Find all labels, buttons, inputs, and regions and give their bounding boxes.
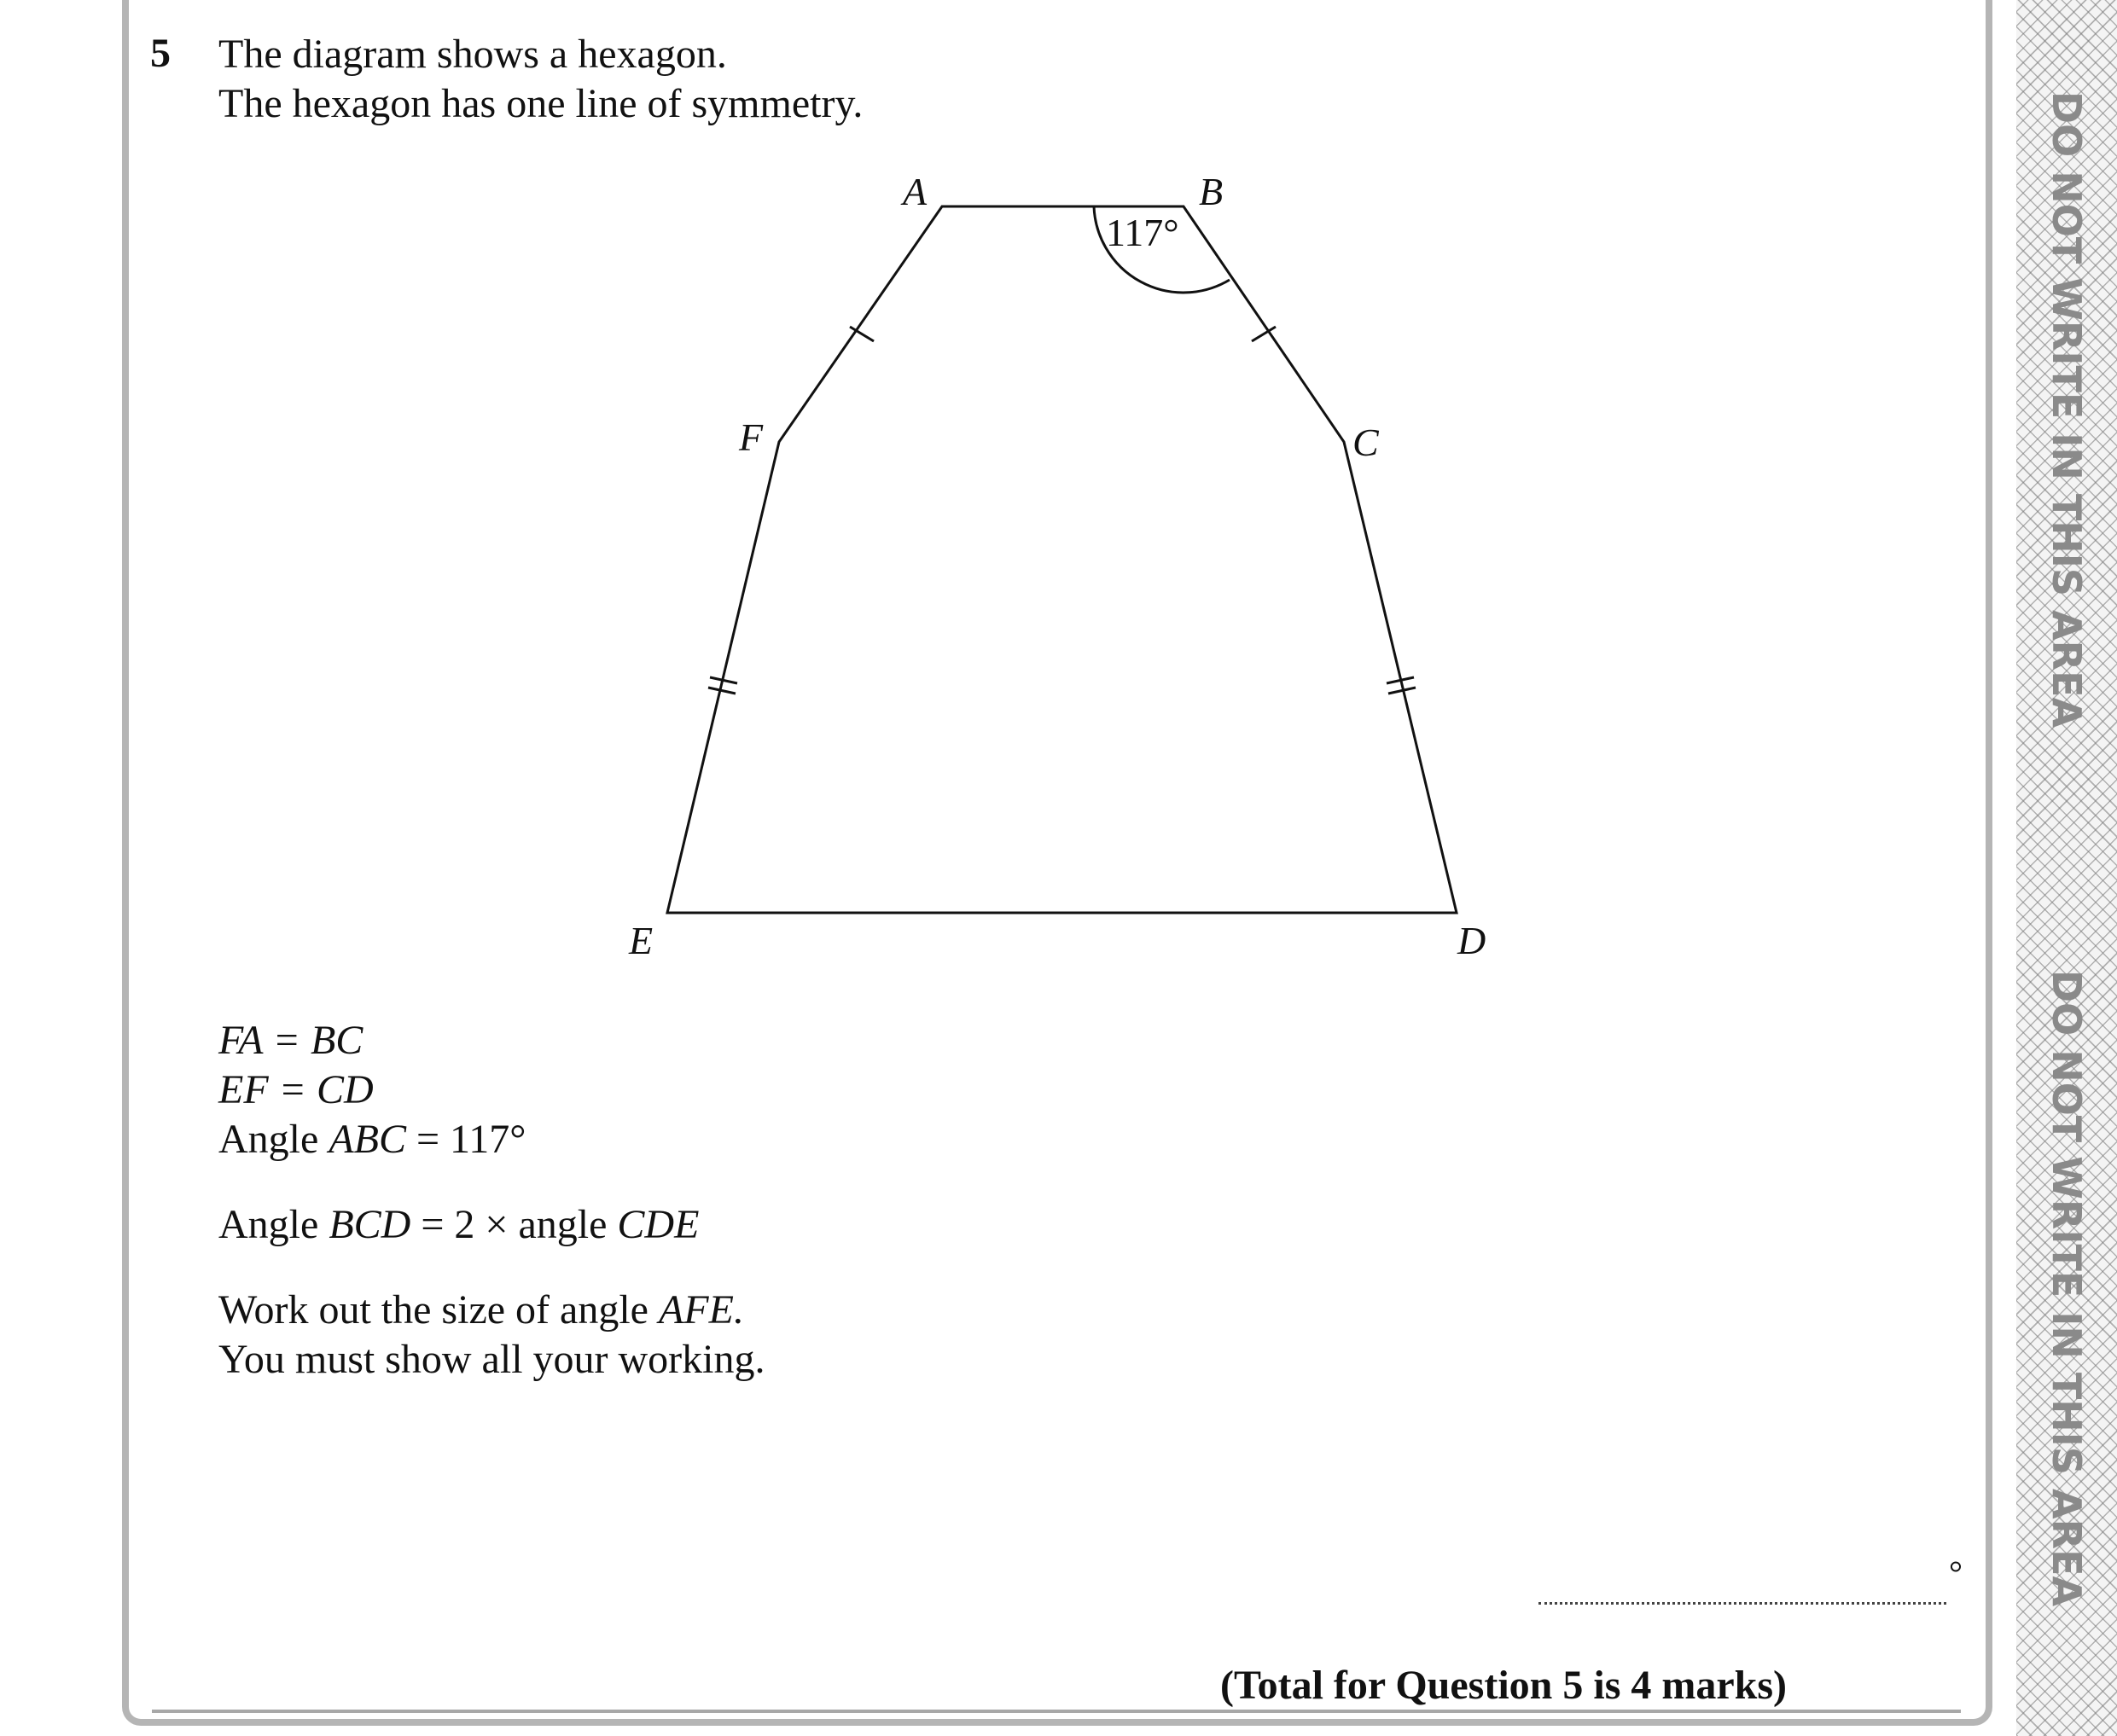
angle-label-117: 117° [1106,211,1179,254]
total-marks: (Total for Question 5 is 4 marks) [1220,1663,1788,1708]
intro-line-1: The diagram shows a hexagon. [218,32,727,77]
intro-line-2: The hexagon has one line of symmetry. [218,81,864,126]
vertex-label-a: A [903,170,928,213]
hexagon-shape [667,206,1457,913]
vertex-label-f: F [739,415,764,459]
answer-degree-unit: ° [1949,1553,1963,1592]
answer-line[interactable] [1538,1602,1946,1605]
given-ef-cd: EF = CD [218,1067,374,1112]
margin-warning-top: DO NOT WRITE IN THIS AREA [2044,90,2090,729]
vertex-label-e: E [629,919,654,962]
task-line-1: Work out the size of angle AFE. [218,1287,744,1332]
vertex-label-c: C [1352,421,1379,464]
margin-warning-bottom: DO NOT WRITE IN THIS AREA [2044,969,2090,1607]
tick-ef-2 [708,688,736,694]
given-angle-bcd: Angle BCD = 2 × angle CDE [218,1202,700,1247]
tick-bc [1252,327,1276,341]
question-number: 5 [150,31,171,76]
given-angle-abc: Angle ABC = 117° [218,1117,526,1162]
task-line-2: You must show all your working. [218,1337,765,1382]
vertex-label-d: D [1457,919,1486,962]
given-fa-bc: FA = BC [218,1018,363,1063]
bottom-rule [152,1710,1961,1713]
vertex-label-b: B [1199,170,1224,213]
